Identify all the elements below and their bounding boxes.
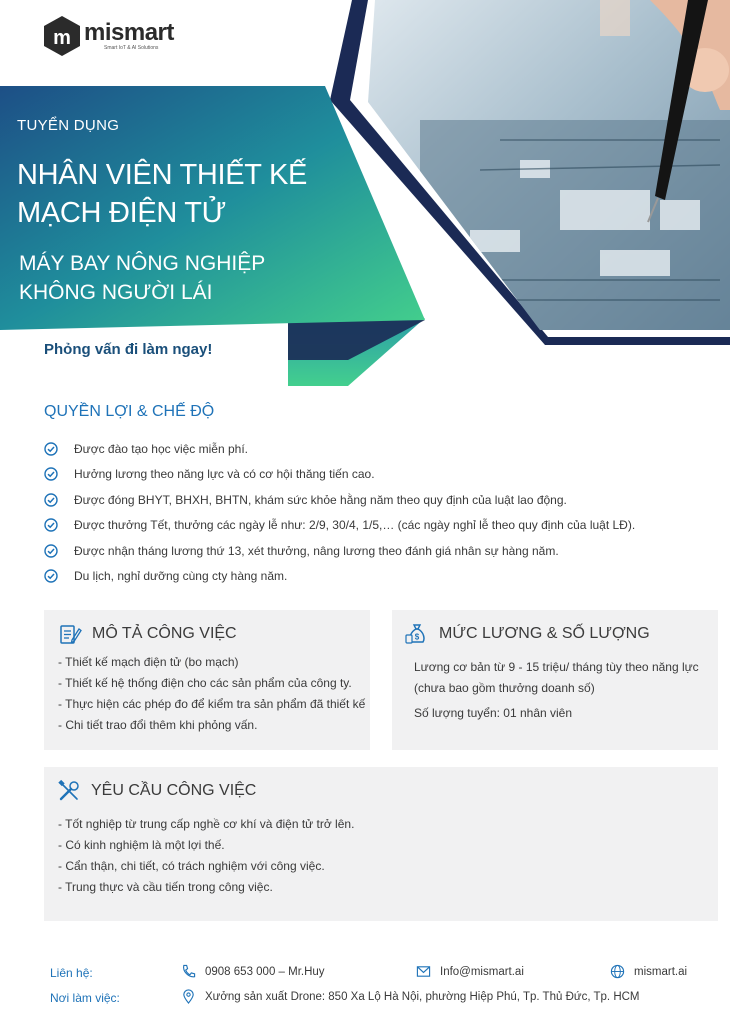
logo-hexagon-icon (44, 16, 80, 56)
list-item: - Trung thực và cầu tiến trong công việc. (58, 880, 273, 894)
list-item: - Chi tiết trao đổi thêm khi phỏng vấn. (58, 718, 258, 732)
benefit-item (44, 462, 635, 488)
map-pin-icon (181, 989, 196, 1004)
envelope-icon (416, 964, 431, 979)
benefit-text: Hưởng lương theo năng lực và có cơ hội thăng tiến cao. (74, 467, 375, 482)
address-text: Xưởng sản xuất Drone: 850 Xa Lộ Hà Nội, phường Hiệp Phú, Tp. Thủ Đức, Tp. HCM (205, 990, 640, 1003)
workplace-label: Nơi làm việc: (50, 991, 120, 1005)
requirements-title: YÊU CẦU CÔNG VIỆC (91, 782, 257, 799)
check-circle-icon (44, 544, 58, 558)
hero-subtitle-line-1: MÁY BAY NÔNG NGHIỆP (19, 252, 266, 275)
logo-tagline: Smart IoT & AI Solutions (104, 44, 159, 51)
contact-address (181, 989, 640, 1004)
benefits-heading-rest: & CHẾ ĐỘ (132, 403, 215, 420)
globe-icon (610, 964, 625, 979)
requirements-list (58, 814, 354, 898)
requirements-heading (57, 779, 256, 803)
email-text: Info@mismart.ai (440, 965, 524, 978)
hero-title (17, 156, 307, 232)
list-item: - Có kinh nghiệm là một lợi thế. (58, 838, 225, 852)
brand-logo (44, 16, 174, 56)
interview-cta: Phỏng vấn đi làm ngay! (44, 341, 213, 358)
logo-wordmark: mismart (84, 18, 174, 46)
check-circle-icon (44, 493, 58, 507)
benefit-item (44, 564, 635, 590)
benefits-heading-accent: QUYỀN LỢI (44, 403, 133, 420)
contact-website[interactable] (610, 964, 687, 979)
phone-text: 0908 653 000 – Mr.Huy (205, 965, 325, 978)
contact-email[interactable] (416, 964, 524, 979)
website-text: mismart.ai (634, 965, 688, 978)
contact-label: Liên hệ: (50, 966, 93, 980)
benefits-list (44, 436, 635, 589)
benefits-heading (44, 403, 214, 421)
hero-kicker: TUYỂN DỤNG (17, 117, 120, 134)
job-description-heading (58, 622, 237, 646)
hero-subtitle-line-2: KHÔNG NGƯỜI LÁI (19, 281, 213, 304)
benefit-text: Du lịch, nghỉ dưỡng cùng cty hàng năm. (74, 569, 288, 584)
hero-title-line-2: MẠCH ĐIỆN TỬ (17, 197, 227, 229)
list-item: - Thiết kế hệ thống điện cho các sản phẩm của công ty. (58, 676, 352, 690)
salary-title: MỨC LƯƠNG & SỐ LƯỢNG (439, 625, 650, 642)
benefit-text: Được thưởng Tết, thưởng các ngày lễ như: 2/9, 30/4, 1/5,… (các ngày nghỉ lễ theo quy định của luật LĐ). (74, 518, 636, 533)
hero-title-line-1: NHÂN VIÊN THIẾT KẾ (17, 159, 308, 191)
job-description-list (58, 652, 365, 736)
money-bag-icon (405, 622, 429, 646)
benefit-item (44, 436, 635, 462)
list-item: - Tốt nghiệp từ trung cấp nghề cơ khí và điện tử trở lên. (58, 817, 355, 831)
list-item: - Thực hiện các phép đo để kiểm tra sản phẩm đã thiết kế (58, 697, 366, 711)
list-item: - Thiết kế mạch điện tử (bo mạch) (58, 655, 239, 669)
job-description-box (44, 610, 370, 750)
hiring-quantity: Số lượng tuyển: 01 nhân viên (414, 706, 573, 720)
tools-icon (57, 779, 81, 803)
salary-box (392, 610, 718, 750)
benefit-item (44, 538, 635, 564)
hero-subtitle (19, 249, 265, 307)
phone-icon (181, 964, 196, 979)
check-circle-icon (44, 569, 58, 583)
benefit-text: Được nhận tháng lương thứ 13, xét thưởng, nâng lương theo đánh giá nhân sự hàng năm. (74, 543, 559, 558)
svg-text:$: $ (414, 632, 420, 642)
requirements-box (44, 767, 718, 921)
svg-text:m: m (53, 27, 71, 49)
list-item: - Cẩn thận, chi tiết, có trách nghiệm với công việc. (58, 859, 325, 873)
document-pen-icon (58, 622, 82, 646)
contact-phone (181, 964, 325, 979)
benefit-text: Được đóng BHYT, BHXH, BHTN, khám sức khỏe hằng năm theo quy định của luật lao động. (74, 492, 567, 507)
benefit-item (44, 487, 635, 513)
check-circle-icon (44, 467, 58, 481)
benefit-item (44, 513, 635, 539)
benefit-text: Được đào tạo học việc miễn phí. (74, 441, 248, 456)
check-circle-icon (44, 518, 58, 532)
salary-heading (405, 622, 650, 646)
job-description-title: MÔ TẢ CÔNG VIỆC (92, 625, 237, 642)
salary-range-text: Lương cơ bản từ 9 - 15 triệu/ tháng tùy theo năng lực (chưa bao gồm thưởng doanh số) (414, 660, 699, 695)
check-circle-icon (44, 442, 58, 456)
